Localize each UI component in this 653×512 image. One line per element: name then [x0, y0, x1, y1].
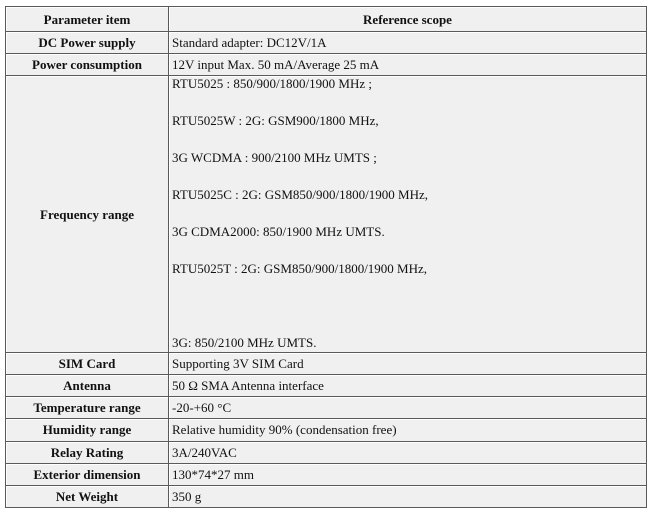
row-value: 350 g [169, 485, 647, 507]
row-value: Standard adapter: DC12V/1A [169, 32, 647, 54]
row-label: Frequency range [6, 76, 169, 353]
table-row [6, 54, 647, 76]
table-row-frequency [6, 76, 647, 353]
frequency-line: RTU5025W : 2G: GSM900/1800 MHz, [172, 113, 379, 129]
table-row [6, 441, 647, 463]
row-value: -20-+60 °C [169, 397, 647, 419]
row-label: Power consumption [6, 54, 169, 76]
row-label: Temperature range [6, 397, 169, 419]
row-value: 130*74*27 mm [169, 463, 647, 485]
row-value: 12V input Max. 50 mA/Average 25 mA [169, 54, 647, 76]
table-header-row [6, 7, 647, 32]
table-row [6, 419, 647, 441]
row-value: Supporting 3V SIM Card [169, 353, 647, 375]
spec-table [5, 6, 647, 508]
row-value: 3A/240VAC [169, 441, 647, 463]
row-label: Humidity range [6, 419, 169, 441]
frequency-line: 3G CDMA2000: 850/1900 MHz UMTS. [172, 224, 385, 240]
row-label: Exterior dimension [6, 463, 169, 485]
frequency-value-cell [169, 76, 647, 353]
row-value: 50 Ω SMA Antenna interface [169, 375, 647, 397]
table-row [6, 397, 647, 419]
row-label: Antenna [6, 375, 169, 397]
table-row [6, 485, 647, 507]
row-label: Net Weight [6, 485, 169, 507]
row-label: SIM Card [6, 353, 169, 375]
frequency-line: 3G: 850/2100 MHz UMTS. [172, 335, 317, 351]
table-row [6, 353, 647, 375]
frequency-line: RTU5025 : 850/900/1800/1900 MHz ; [172, 76, 372, 92]
table-row [6, 463, 647, 485]
frequency-line: RTU5025T : 2G: GSM850/900/1800/1900 MHz, [172, 261, 428, 277]
row-label: Relay Rating [6, 441, 169, 463]
table-row [6, 32, 647, 54]
row-value: Relative humidity 90% (condensation free) [169, 419, 647, 441]
frequency-line: RTU5025C : 2G: GSM850/900/1800/1900 MHz, [172, 187, 428, 203]
frequency-line: 3G WCDMA : 900/2100 MHz UMTS ; [172, 150, 377, 166]
header-reference-scope: Reference scope [169, 7, 647, 32]
table-row [6, 375, 647, 397]
header-parameter-item: Parameter item [6, 7, 169, 32]
row-label: DC Power supply [6, 32, 169, 54]
